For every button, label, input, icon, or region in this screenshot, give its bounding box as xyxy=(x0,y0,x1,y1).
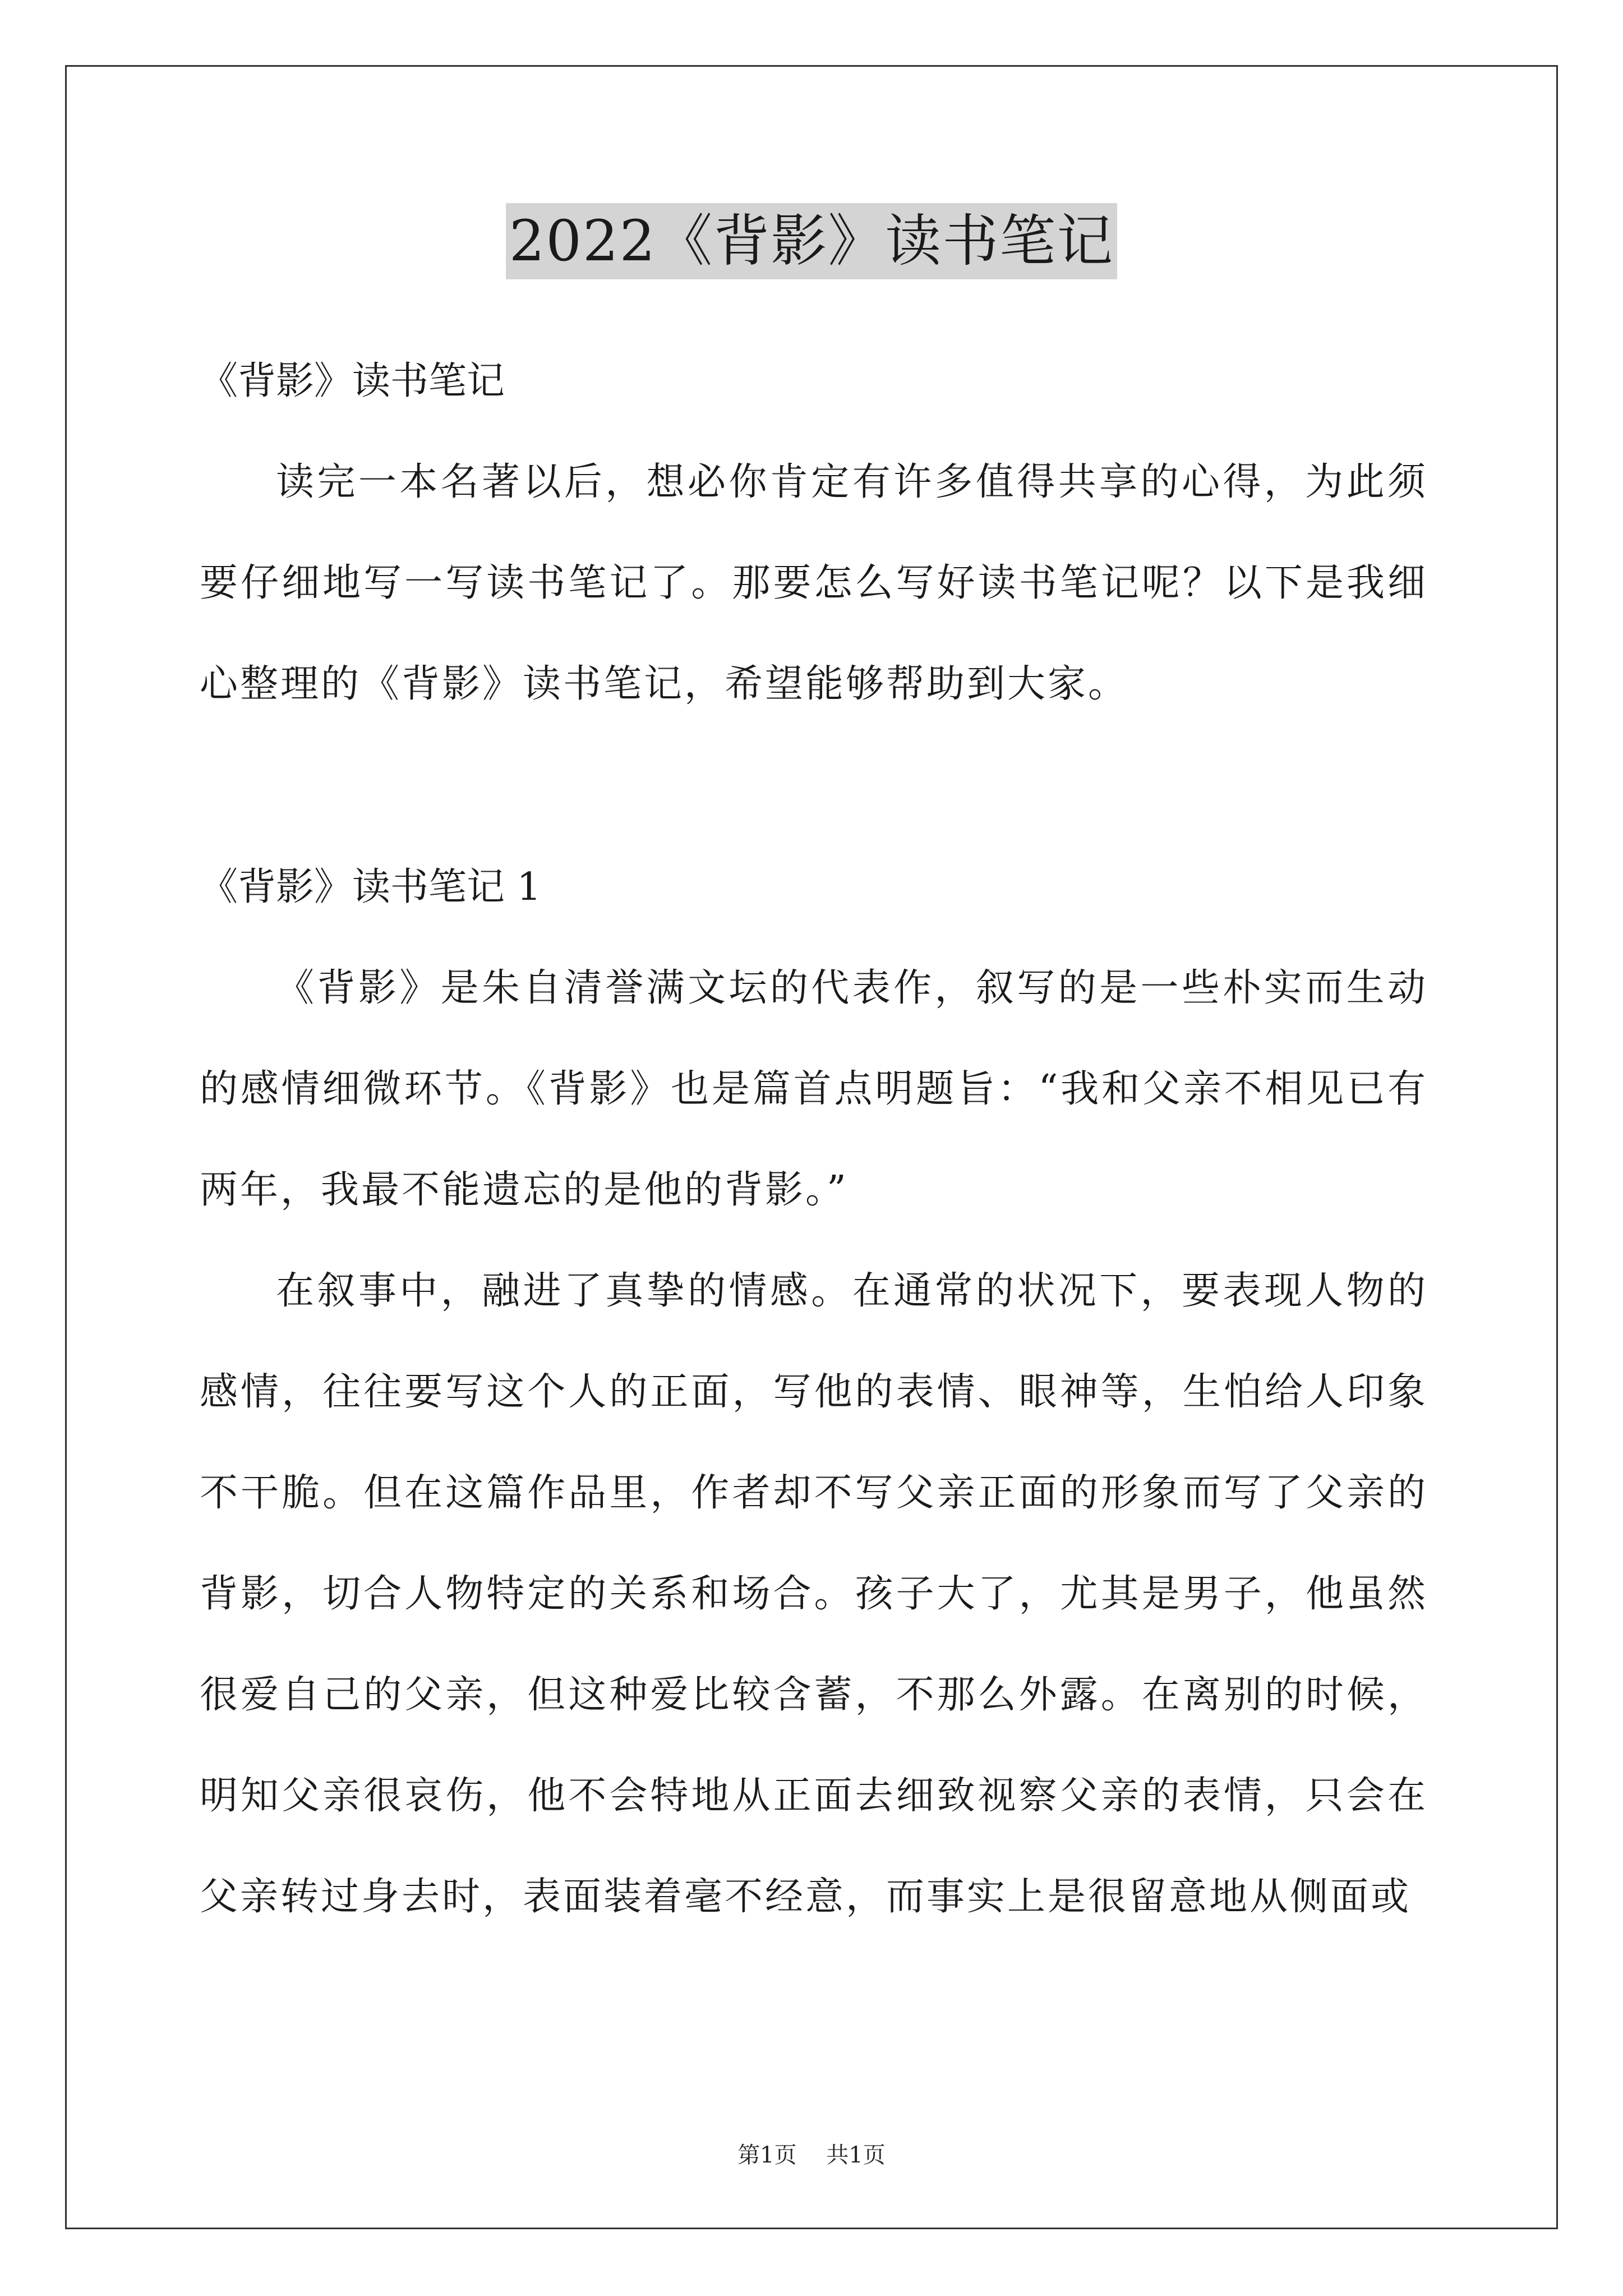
section-gap xyxy=(200,735,1428,837)
intro-heading: 《背影》读书笔记 xyxy=(200,359,505,403)
section1-paragraph-2: 在叙事中，融进了真挚的情感。在通常的状况下，要表现人物的感情，往往要写这个人的正面，写他的表情、眼神等，生怕给人印象不干脆。但在这篇作品里，作者却不写父亲正面的形象而写了父亲的背影，切合人物特定的关系和场合。孩子大了，尤其是男子，他虽然很爱自己的父亲，但这种爱比较含蓄，不那么外露。在离别的时候，明知父亲很哀伤，他不会特地从正面去细致视察父亲的表情，只会在父亲转过身去时，表面装着毫不经意，而事实上是很留意地从侧面或 xyxy=(200,1269,1428,1919)
document-title: 2022《背影》读书笔记 xyxy=(506,203,1118,279)
section1-paragraph-1: 《背影》是朱自清誉满文坛的代表作，叙写的是一些朴实而生动的感情细微环节。《背影》也是篇首点明题旨：“我和父亲不相见已有两年，我最不能遗忘的是他的背影。” xyxy=(200,966,1428,1212)
intro-paragraph: 读完一本名著以后，想必你肯定有许多值得共享的心得，为此须要仔细地写一写读书笔记了。那要怎么写好读书笔记呢？以下是我细心整理的《背影》读书笔记，希望能够帮助到大家。 xyxy=(200,460,1428,706)
page-footer xyxy=(0,2138,1623,2172)
title-container xyxy=(0,203,1623,279)
page-number: 第1页 xyxy=(737,2142,797,2168)
document-body xyxy=(200,331,1428,1948)
page-total: 共1页 xyxy=(826,2142,886,2168)
section1-heading: 《背影》读书笔记 1 xyxy=(200,865,541,909)
